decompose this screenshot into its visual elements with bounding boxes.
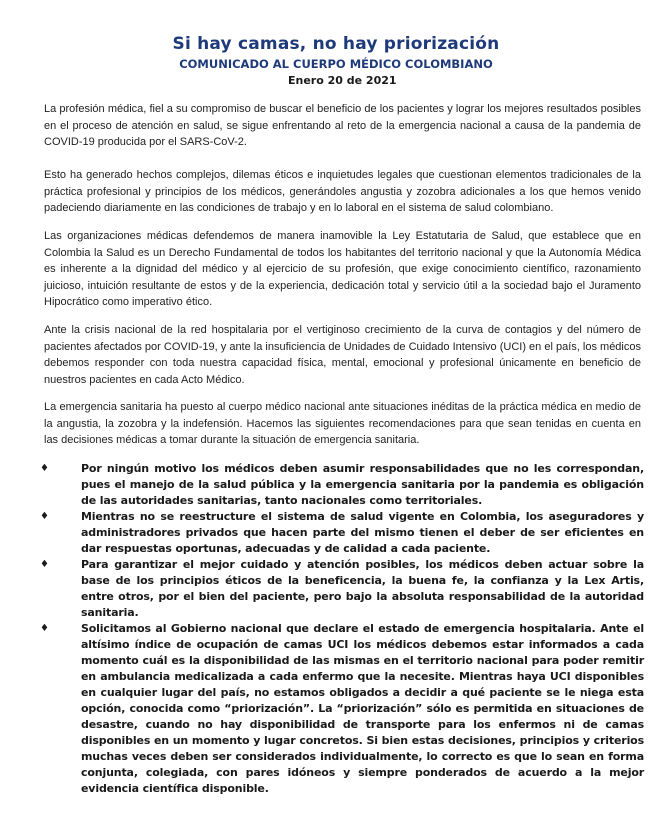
diamond-icon: ♦ bbox=[40, 511, 49, 522]
paragraph-1: La profesión médica, fiel a su compromiso de buscar el beneficio de los pacientes y lograr los mejores resultados posibles en el proceso de atención en salud, se sigue enfrentando al reto de la emergencia nacional a causa de la pandemia de COVID-19 producida por el SARS-CoV-2. bbox=[44, 103, 641, 148]
list-item bbox=[40, 509, 644, 557]
document-date: Enero 20 de 2021 bbox=[288, 74, 397, 87]
document-subtitle: COMUNICADO AL CUERPO MÉDICO COLOMBIANO bbox=[179, 57, 493, 71]
list-item bbox=[40, 557, 644, 621]
list-item-text: Por ningún motivo los médicos deben asumir responsabilidades que no les correspondan, pues el manejo de la salud pública y la emergencia sanitaria por la pandemia es obligación de las autoridades sanitarias, tanto nacionales como territoriales. bbox=[81, 462, 644, 507]
document-title: Si hay camas, no hay priorización bbox=[172, 34, 500, 54]
diamond-icon: ♦ bbox=[40, 463, 49, 474]
list-item-text: Mientras no se reestructure el sistema de salud vigente en Colombia, los aseguradores y administradores privados que hacen parte del mismo tienen el deber de ser eficientes en dar respuestas oportunas, adecuadas y de calidad a cada paciente. bbox=[81, 510, 644, 555]
paragraph-2: Esto ha generado hechos complejos, dilemas éticos e inquietudes legales que cuestionan elementos tradicionales de la práctica profesional y principios de los médicos, generándoles angustia y zozobra adicionales a los que hemos venido padeciendo diariamente en las condiciones de trabajo y en lo laboral en el sistema de salud colombiano. bbox=[44, 169, 641, 214]
paragraph-5: La emergencia sanitaria ha puesto al cuerpo médico nacional ante situaciones inéditas de la práctica médica en medio de la angustia, la zozobra y la indefensión. Hacemos las siguientes recomendaciones para que sean tenidas en cuenta en las decisiones médicas a tomar durante la situación de emergencia sanitaria. bbox=[44, 401, 641, 446]
paragraph-3: Las organizaciones médicas defendemos de manera inamovible la Ley Estatutaria de Salud, que establece que en Colombia la Salud es un Derecho Fundamental de todos los habitantes del territorio nacional y que la Autonomía Médica es inherente a la dignidad del médico y al ejercicio de su profesión, que exige conocimiento científico, razonamiento juicioso, intuición resultante de estos y de la experiencia, dedicación total y servicio útil a la sociedad bajo el Juramento Hipocrático como imperativo ético. bbox=[44, 230, 641, 308]
list-item bbox=[40, 461, 644, 509]
diamond-icon: ♦ bbox=[40, 559, 49, 570]
list-item bbox=[40, 621, 644, 797]
diamond-icon: ♦ bbox=[40, 623, 49, 634]
paragraph-4: Ante la crisis nacional de la red hospitalaria por el vertiginoso crecimiento de la curva de contagios y del número de pacientes afectados por COVID-19, y ante la insuficiencia de Unidades de Cuidado Intensivo (UCI) en el país, los médicos debemos responder con toda nuestra capacidad física, mental, emocional y profesional únicamente en beneficio de nuestros pacientes en cada Acto Médico. bbox=[44, 324, 641, 386]
list-item-text: Solicitamos al Gobierno nacional que declare el estado de emergencia hospitalaria. Ante el altísimo índice de ocupación de camas UCI los médicos debemos estar informados a cada momento cuál es la disponibilidad de las mismas en el territorio nacional para poder remitir en ambulancia medicalizada a cada enfermo que la necesite. Mientras haya UCI disponibles en cualquier lugar del país, no estamos obligados a decidir a qué paciente se le niega esta opción, conocida como “priorización”. La “priorización” sólo es permitida en situaciones de desastre, cuando no hay disponibilidad de transporte para los enfermos ni de camas disponibles en un momento y lugar concretos. Si bien estas decisiones, principios y criterios muchas veces deben ser considerados individualmente, lo correcto es que lo sean en forma conjunta, colegiada, con pares idóneos y siempre ponderados de acuerdo a la mejor evidencia científica disponible. bbox=[81, 622, 644, 795]
list-item-text: Para garantizar el mejor cuidado y atención posibles, los médicos deben actuar sobre la base de los principios éticos de la beneficencia, la buena fe, la confianza y la Lex Artis, entre otros, por el bien del paciente, pero bajo la absoluta responsabilidad de la autoridad sanitaria. bbox=[81, 558, 644, 619]
recommendations-list bbox=[40, 461, 644, 797]
